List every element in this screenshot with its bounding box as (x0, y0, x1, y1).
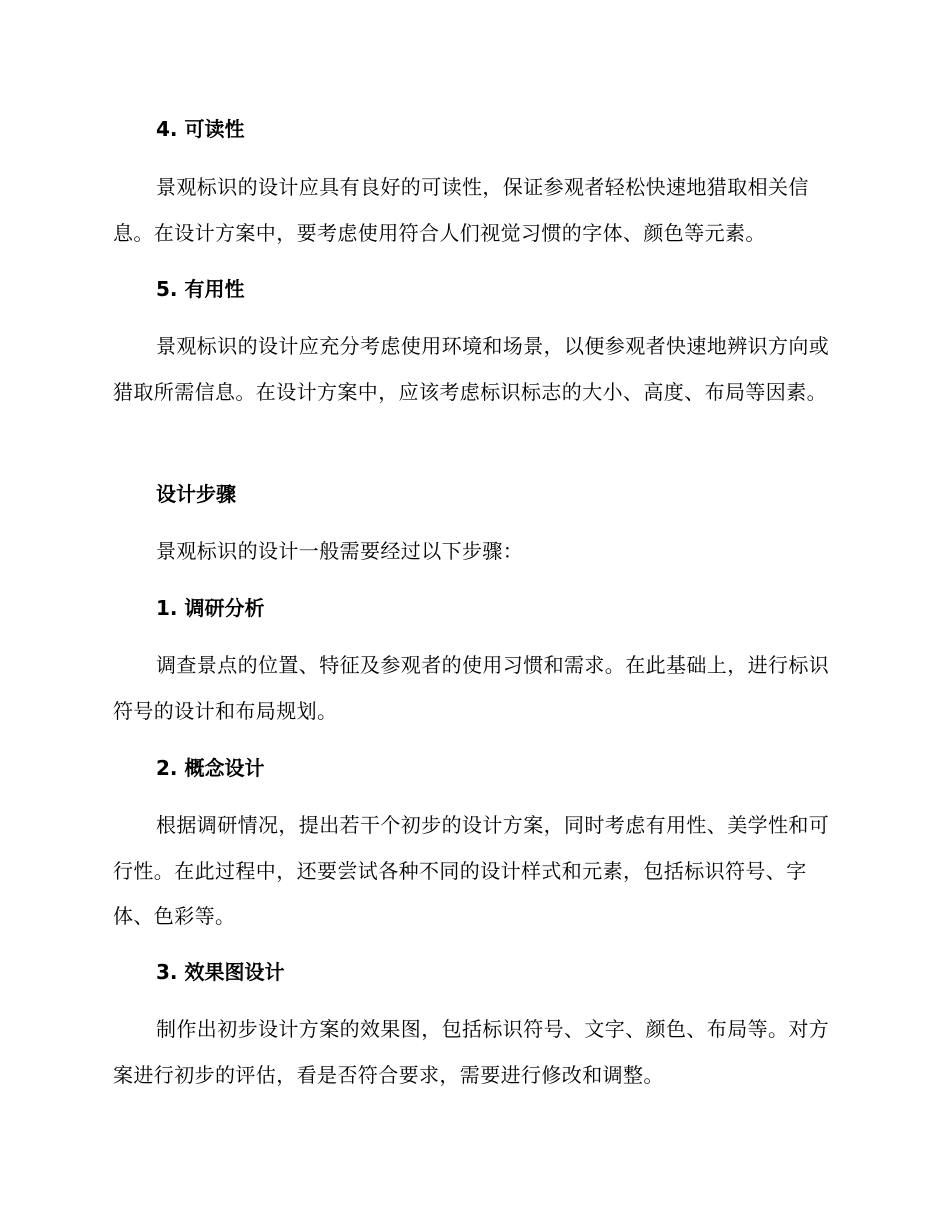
section-paragraph-design-steps: 景观标识的设计一般需要经过以下步骤： (156, 539, 524, 563)
section-heading-research: 1. 调研分析 (156, 596, 265, 620)
section-paragraph-readability: 景观标识的设计应具有良好的可读性，保证参观者轻松快速地猎取相关信息。在设计方案中，要考虑使用符合人们视觉习惯的字体、颜色等元素。 (113, 175, 809, 245)
section-heading-rendering: 3. 效果图设计 (156, 960, 285, 984)
section-paragraph-usefulness: 景观标识的设计应充分考虑使用环境和场景，以便参观者快速地辨识方向或猎取所需信息。在设计方案中，应该考虑标识标志的大小、高度、布局等因素。 (113, 334, 830, 404)
section-heading-usefulness: 5. 有用性 (156, 277, 245, 301)
section-paragraph-rendering: 制作出初步设计方案的效果图，包括标识符号、文字、颜色、布局等。对方案进行初步的评估，看是否符合要求，需要进行修改和调整。 (113, 1017, 830, 1087)
section-heading-concept: 2. 概念设计 (156, 756, 265, 780)
section-paragraph-research: 调查景点的位置、特征及参观者的使用习惯和需求。在此基础上，进行标识符号的设计和布局规划。 (113, 653, 830, 723)
section-paragraph-concept: 根据调研情况，提出若干个初步的设计方案，同时考虑有用性、美学性和可行性。在此过程中，还要尝试各种不同的设计样式和元素，包括标识符号、字体、色彩等。 (113, 813, 830, 928)
section-heading-readability: 4. 可读性 (156, 117, 245, 141)
section-heading-design-steps: 设计步骤 (156, 482, 236, 506)
